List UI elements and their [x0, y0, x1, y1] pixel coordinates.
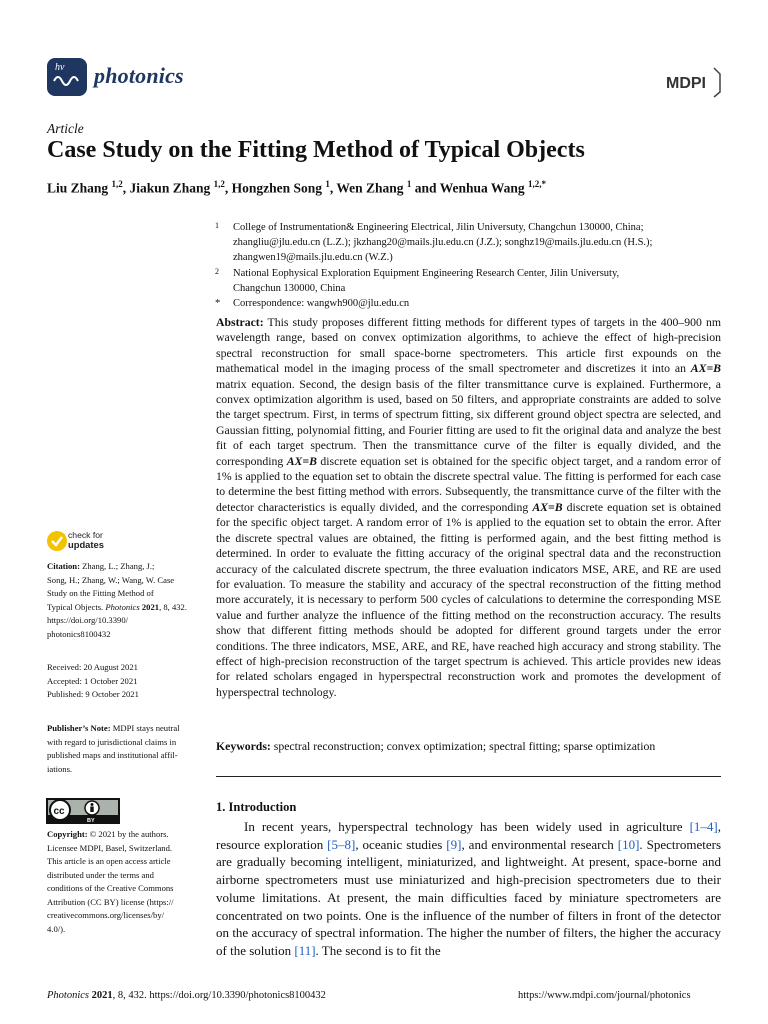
copyright-line: Licensee MDPI, Basel, Switzerland.	[47, 842, 173, 853]
check-updates-line: check for	[68, 530, 103, 540]
cc-by-license-icon[interactable]	[46, 798, 120, 824]
check-updates-line: updates	[68, 539, 104, 550]
abstract-label: Abstract:	[216, 316, 264, 329]
mdpi-logo-icon[interactable]	[664, 66, 722, 98]
author-separator: ,	[122, 180, 130, 196]
copyright-line: distributed under the terms and	[47, 869, 154, 880]
copyright-line: conditions of the Creative Commons	[47, 883, 174, 893]
publisher-note-line: iations.	[47, 763, 73, 774]
journal-name[interactable]: photonics	[94, 63, 184, 88]
article-type: Article	[47, 121, 84, 136]
footer-year: 2021	[91, 990, 113, 1001]
author-list	[47, 179, 546, 197]
journal-logo-mark: hv	[55, 62, 65, 73]
body-sentence: , and environmental research	[461, 836, 618, 852]
citation-volume: , 8, 432.	[159, 601, 187, 612]
affiliation-line: College of Instrumentation& Engineering Electrical, Jilin Universuty, Changchun 130000, China;	[233, 222, 644, 233]
author-name[interactable]: Jiakun Zhang	[129, 180, 211, 196]
author-affiliation: 1	[406, 179, 412, 189]
abstract-text: discrete equation set is obtained for the specific object target, and a random error of 1% is applied to the equation set to obtain the discrete spectral value. The fitting is performed for each case to determine the best fitting method with errors. Subsequently, the transmittance curve of the filter with the detector characteristics is equally divided, and the corresponding	[216, 454, 721, 514]
equation: AX=B	[532, 500, 563, 514]
body-sentence: , oceanic studies	[355, 836, 447, 852]
publisher-note-line: with regard to jurisdictional claims in	[47, 736, 177, 747]
affiliation-line: Changchun 130000, China	[233, 282, 346, 294]
keywords	[216, 740, 721, 753]
citation	[47, 560, 199, 641]
citation-doi[interactable]: https://doi.org/10.3390/	[47, 615, 129, 625]
author-separator: and	[411, 180, 440, 196]
svg-text:BY: BY	[87, 818, 95, 824]
footer-doi[interactable]: , 8, 432. https://doi.org/10.3390/photonics8100432	[112, 990, 326, 1001]
check-for-updates-icon[interactable]	[46, 529, 68, 553]
reference-link[interactable]: [1–4]	[689, 819, 718, 834]
citation-journal: Photonics	[105, 601, 140, 612]
citation-line: Typical Objects.	[47, 601, 106, 612]
citation-line: Study on the Fitting Method of	[47, 588, 154, 598]
citation-year: 2021	[141, 601, 160, 612]
abstract-text: matrix equation. Second, the design basis of the filter transmittance curve is explained. Furthermore, a convex optimization algorithm is used, based on 50 filters, and appropriate constraints are added to solve the target spectrum. First, in terms of spectrum fitting, six different ground object spectra are selected, and Gaussian fitting, polynomial fitting, and Fourier fitting are used to fit the original data and analyze the best fit of each target spectrum. Then the transmittance curve of the filter is equally divided, and the corresponding	[216, 377, 721, 468]
correspondence-mark: *	[215, 298, 221, 310]
reference-link[interactable]: [11]	[294, 942, 316, 958]
publisher-name: MDPI	[666, 75, 706, 92]
citation-line: Zhang, L.; Zhang, J.;	[79, 561, 155, 571]
body-sentence: , resource exploration	[216, 819, 721, 852]
copyright-line: Attribution (CC BY) license (https://	[47, 896, 174, 907]
reference-link[interactable]: [9]	[446, 836, 462, 852]
copyright	[47, 828, 199, 936]
keywords-text: spectral reconstruction; convex optimization; spectral fitting; sparse optimization	[270, 740, 656, 753]
publisher-note-line: MDPI stays neutral	[110, 723, 180, 733]
correspondence	[215, 296, 720, 311]
author-affiliation: 1,2,*	[528, 179, 546, 189]
body-text	[216, 818, 721, 960]
author-name[interactable]: Wen Zhang	[336, 180, 404, 196]
author-affiliation: 1,2	[213, 179, 225, 189]
published-date: Published: 9 October 2021	[47, 689, 139, 699]
publisher-note-label: Publisher’s Note:	[47, 723, 111, 733]
reference-link[interactable]: [10]	[617, 836, 640, 852]
body-sentence: In recent years, hyperspectral technology has been widely used in agriculture	[244, 819, 690, 834]
author-name[interactable]: Wenhua Wang	[439, 180, 525, 196]
author-name[interactable]: Liu Zhang	[47, 180, 109, 196]
citation-doi[interactable]: photonics8100432	[47, 628, 111, 639]
svg-text:cc: cc	[53, 806, 65, 817]
affiliation-emails[interactable]: zhangwen19@mails.jlu.edu.cn (W.Z.)	[233, 252, 393, 264]
author-separator: ,	[224, 180, 232, 196]
publisher-note-line: published maps and institutional affil-	[47, 750, 178, 760]
footer-journal: Photonics	[47, 990, 89, 1001]
affiliation-number: 2	[215, 266, 219, 276]
affiliation-emails[interactable]: zhangliu@jlu.edu.cn (L.Z.); jkzhang20@mails.jlu.edu.cn (J.Z.); songhz19@mails.jlu.edu.cn (H.S.);	[233, 237, 653, 249]
accepted-date: Accepted: 1 October 2021	[47, 675, 138, 686]
citation-line: Song, H.; Zhang, W.; Wang, W. Case	[47, 574, 175, 585]
abstract	[216, 315, 721, 700]
publisher-note	[47, 722, 199, 776]
journal-logo-icon	[46, 57, 88, 97]
received-date: Received: 20 August 2021	[47, 662, 138, 672]
author-separator: ,	[329, 180, 337, 196]
author-affiliation: 1,2	[111, 179, 123, 189]
copyright-line: This article is an open access article	[47, 856, 171, 866]
affiliation-line: National Eophysical Exploration Equipment Engineering Research Center, Jilin Universuty,	[233, 267, 620, 279]
correspondence-email[interactable]: Correspondence: wangwh900@jlu.edu.cn	[233, 298, 410, 310]
equation: AX=B	[286, 454, 317, 468]
affiliation-number: 1	[215, 221, 219, 230]
section-heading: 1. Introduction	[216, 800, 297, 814]
abstract-text: discrete equation set is obtained for the specific object target. A random error of 1% is applied to the equation set to obtain the error. After the discrete spectral values are obtained, the fitting is performed again, and the best fitting method is determined. In order to evaluate the fitting accuracy of the original spectral data and the reconstruction accuracy of the calculated discrete spectrum, the three evaluation indicators MSE, ARE, and RE are used for evaluation. To measure the stability and accuracy of the spectral reconstruction of the fitting method more accurately, it is necessary to perform 500 cycles of calculations to determine the corresponding MSE value and further analyze the influence of the fitting method on the reconstruction accuracy. The results show that different fitting methods should be adopted for different ground targets under the error conditions. The three indicators, MSE, ARE, and RE, have reached high accuracy and strong stability. The effect of high-precision reconstruction of the target spectrum is achieved. This article provides new ideas for related scholars engaged in hyperspectral reconstruction work and promotes the development of hyperspectral technology.	[216, 500, 722, 699]
copyright-line: © 2021 by the authors.	[87, 829, 169, 839]
affiliation-item	[215, 266, 720, 296]
body-sentence: . Spectrometers are gradually becoming intelligent, miniaturized, and lightweight. At present, space-borne and airborne spectrometers must use miniaturized and high-precision spectrometers due to their volume limitations. At present, the main difficulties faced by miniature spectrometers are concentrated on two points. One is the influence of the number of filters in front of the detector on the accuracy of spectral information. The higher the number of filters, the higher the accuracy of the solution	[216, 836, 722, 958]
keywords-label: Keywords:	[216, 740, 271, 753]
publication-dates	[47, 661, 199, 702]
check-for-updates[interactable]	[68, 530, 104, 550]
reference-link[interactable]: [5–8]	[327, 836, 356, 852]
footer-citation	[47, 990, 326, 1001]
section-divider	[216, 776, 721, 777]
body-sentence: . The second is to fit the	[315, 942, 441, 958]
page-title: Case Study on the Fitting Method of Typical Objects	[47, 137, 585, 163]
author-name[interactable]: Hongzhen Song	[231, 180, 322, 196]
equation: AX=B	[690, 362, 721, 376]
affiliation-item	[215, 220, 720, 266]
affiliations	[215, 220, 720, 311]
copyright-label: Copyright:	[47, 829, 88, 839]
abstract-text: This study proposes different fitting methods for different types of targets in the 400–900 nm wavelength range, based on convex optimization algorithms, to achieve the effect of high-precision spectral reconstruction for small space-borne spectrometers. This article first expounds on the mathematical model in the imaging process of the small spectrometer and discretizes it into an	[216, 316, 721, 376]
footer-journal-url[interactable]: https://www.mdpi.com/journal/photonics	[518, 990, 691, 1001]
license-link[interactable]: creativecommons.org/licenses/by/	[47, 910, 165, 920]
author-affiliation: 1	[325, 179, 330, 189]
citation-label: Citation:	[47, 561, 80, 571]
license-link[interactable]: 4.0/).	[47, 923, 66, 934]
